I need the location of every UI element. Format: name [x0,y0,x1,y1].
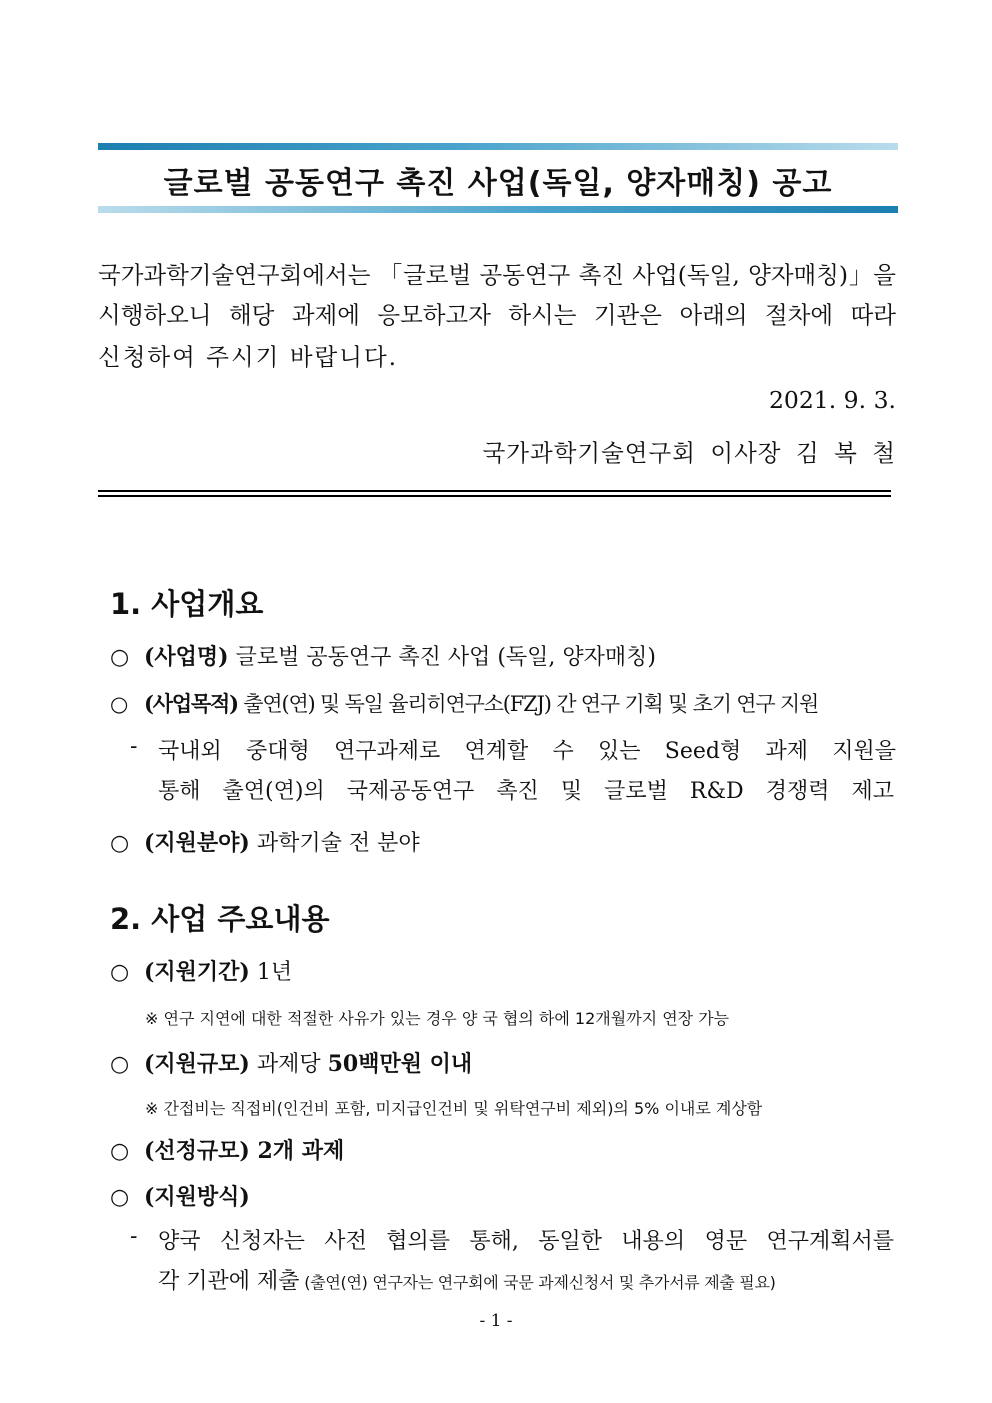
intro-line-2: 시행하오니 해당 과제에 응모하고자 하시는 기관은 아래의 절차에 따라 [98,301,896,329]
signature: 국가과학기술연구회 이사장 김 복 철 [482,439,896,467]
list-item: ○ (지원분야) 과학기술 전 분야 [110,830,420,856]
notice-date: 2021. 9. 3. [768,386,896,414]
sub-item-line-1: 양국 신청자는 사전 협의를 통해, 동일한 내용의 영문 연구계획서를 [158,1229,894,1254]
sub-item-line-2: 각 기관에 제출 (출연(연) 연구자는 연구회에 국문 과제신청서 및 추가서류 제출 필요) [158,1269,776,1294]
list-item: - [130,734,138,759]
list-item: ○ (지원규모) 과제당 50백만원 이내 [110,1051,473,1077]
divider-rule-1 [98,490,891,492]
title-top-bar [98,143,898,150]
list-item: ○ (지원방식) [110,1184,250,1210]
title-bottom-bar [98,206,898,213]
list-item: - [130,1224,138,1249]
document-title: 글로벌 공동연구 촉진 사업(독일, 양자매칭) 공고 [163,166,833,201]
intro-line-3: 신청하여 주시기 바랍니다. [98,343,399,371]
note-text: ※ 간접비는 직접비(인건비 포함, 미지급인건비 및 위탁연구비 제외)의 5% 이내로 계상함 [145,1099,763,1118]
list-item: ○ (사업목적) 출연(연) 및 독일 율리히연구소(FZJ) 간 연구 기획 및 초기 연구 지원 [110,691,819,716]
section-heading-1: 1. 사업개요 [110,587,264,621]
note-text: ※ 연구 지연에 대한 적절한 사유가 있는 경우 양 국 협의 하에 12개월까지 연장 가능 [145,1009,730,1028]
list-item: ○ (선정규모) 2개 과제 [110,1138,345,1164]
section-heading-2: 2. 사업 주요내용 [110,902,330,936]
page-number: - 1 - [479,1311,513,1331]
sub-item-line-1: 국내외 중대형 연구과제로 연계할 수 있는 Seed형 과제 지원을 [158,739,896,764]
intro-line-1: 국가과학기술연구회에서는 「글로벌 공동연구 촉진 사업(독일, 양자매칭)」을 [98,261,896,289]
list-item: ○ (지원기간) 1년 [110,959,293,985]
divider-rule-2 [98,495,891,497]
sub-item-line-2: 통해 출연(연)의 국제공동연구 촉진 및 글로벌 R&D 경쟁력 제고 [158,779,894,804]
list-item: ○ (사업명) 글로벌 공동연구 촉진 사업 (독일, 양자매칭) [110,644,656,670]
